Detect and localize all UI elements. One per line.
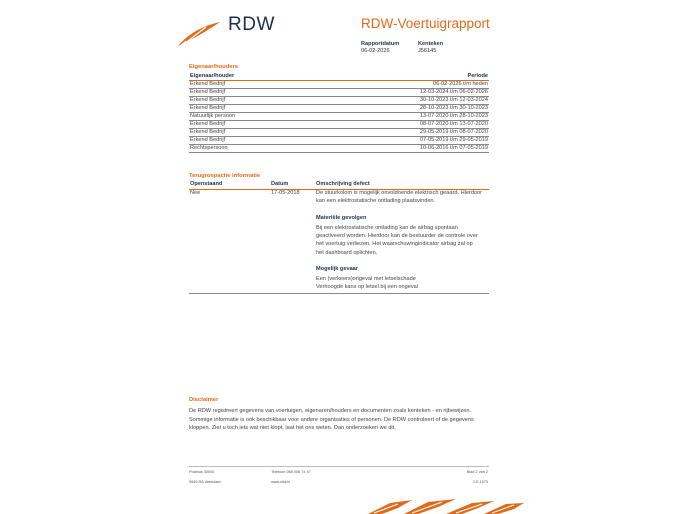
owner-type: Erkend Bedrijf bbox=[189, 121, 310, 129]
owner-period: 28-10-2023 t/m 30-10-2023 bbox=[310, 105, 489, 113]
owner-period: 10-06-2016 t/m 07-05-2019 bbox=[310, 145, 489, 153]
owners-col-period: Periode bbox=[310, 72, 489, 81]
footer-page-number: Blad 2 van 2 bbox=[466, 470, 488, 474]
owner-period: 13-07-2020 t/m 28-10-2023 bbox=[310, 113, 489, 121]
recall-desc-line: De stuurkolom is mogelijk onvoldoende elektrisch geaard. Hierdoor bbox=[316, 190, 483, 196]
danger-text bbox=[316, 275, 496, 291]
owner-type: Erkend Bedrijf bbox=[189, 97, 310, 105]
owners-table-row bbox=[189, 81, 489, 89]
rdw-logo-icon bbox=[176, 20, 222, 48]
owners-table-row bbox=[189, 129, 489, 137]
danger-line: Verhoogde kans op letsel bij een ongeval bbox=[316, 284, 419, 291]
recall-col-desc: Omschrijving defect bbox=[316, 181, 370, 187]
consequences-line: het voertuig verliezen. Het waarschuwingindicator airbag zal op bbox=[316, 241, 473, 248]
footer-code: 2.E.1979 bbox=[472, 480, 488, 484]
owners-table-row bbox=[189, 105, 489, 113]
owners-header-row bbox=[189, 72, 489, 81]
consequences-text bbox=[316, 224, 496, 257]
disclaimer-line: Sommige informatie is ook beschikbaar voor andere organisaties of personen. De RDW controleert of de gegevens bbox=[189, 416, 474, 423]
owners-table bbox=[189, 72, 489, 153]
document-title: RDW-Voertuigrapport bbox=[361, 16, 490, 31]
owner-period: 12-03-2024 t/m 06-02-2026 bbox=[310, 89, 489, 97]
danger-line: Een (verkeers)ongeval met letselschade bbox=[316, 276, 416, 282]
owner-period: 07-05-2019 t/m 29-05-2019 bbox=[310, 137, 489, 145]
owner-type: Natuurlijk persoon bbox=[189, 113, 310, 121]
disclaimer-line: De RDW registreert gegevens van voertuigen, eigenaren/houders en documenten zoals kenteken - en rijbewijzen. bbox=[189, 408, 472, 414]
owner-type: Rechtspersoon bbox=[189, 145, 310, 153]
owners-table-row bbox=[189, 137, 489, 145]
consequences-title: Materiële gevolgen bbox=[316, 215, 367, 221]
rdw-stripes-icon bbox=[368, 499, 524, 514]
owner-period: 30-10-2023 t/m 12-03-2024 bbox=[310, 97, 489, 105]
recall-desc-line: kan een elektrostatische ontlading plaatsvinden. bbox=[316, 198, 436, 205]
owners-section-title: Eigenaar/houders bbox=[189, 64, 238, 70]
danger-title: Mogelijk gevaar bbox=[316, 266, 358, 272]
owner-period: 29-05-2019 t/m 08-07-2020 bbox=[310, 129, 489, 137]
disclaimer-line: kloppen. Ziet u toch iets wat niet klopt, laat het ons weten. Dan onderzoeken we dit. bbox=[189, 425, 396, 432]
owner-period: 08-07-2020 t/m 13-07-2020 bbox=[310, 121, 489, 129]
owners-table-row bbox=[189, 145, 489, 153]
owner-type: Erkend Bedrijf bbox=[189, 105, 310, 113]
recall-open-value: Nee bbox=[190, 190, 201, 196]
plate-label: Kenteken bbox=[418, 41, 444, 47]
owners-col-owner: Eigenaar/houder bbox=[189, 72, 310, 81]
owner-type: Erkend Bedrijf bbox=[189, 129, 310, 137]
consequences-line: Bij een elektrostatische ontlading kan de airbag spontaan bbox=[316, 225, 458, 231]
plate-value: J56145 bbox=[418, 48, 437, 54]
recall-description bbox=[316, 189, 496, 205]
owners-table-row bbox=[189, 97, 489, 105]
report-date-value: 06-02-2026 bbox=[361, 48, 390, 54]
logo-text: RDW bbox=[228, 14, 275, 35]
owner-period: 06-02-2026 t/m heden bbox=[310, 81, 489, 89]
consequences-line: het dashboard oplichten. bbox=[316, 249, 378, 256]
report-date-label: Rapportdatum bbox=[361, 41, 400, 47]
recall-col-date: Datum bbox=[271, 181, 289, 187]
footer-address-line1: Postbus 30000 bbox=[189, 470, 215, 474]
footer-website[interactable]: www.rdw.nl bbox=[271, 480, 290, 484]
owner-type: Erkend Bedrijf bbox=[189, 81, 310, 89]
disclaimer-title: Disclaimer bbox=[189, 397, 219, 403]
owner-type: Erkend Bedrijf bbox=[189, 89, 310, 97]
owners-table-row bbox=[189, 113, 489, 121]
owners-table-row bbox=[189, 89, 489, 97]
footer-divider bbox=[189, 466, 489, 467]
footer-address-line2: 9640 RA Veendam bbox=[189, 480, 221, 484]
recall-section-title: Terugroepactie informatie bbox=[189, 173, 261, 179]
recall-col-open: Openstaand bbox=[190, 181, 223, 187]
recall-divider bbox=[189, 293, 489, 294]
disclaimer-text bbox=[189, 407, 509, 433]
consequences-line: geactiveerd worden. Hierdoor kan de bestuurder de controle over bbox=[316, 233, 478, 240]
footer-phone: Telefoon 088 008 74 47 bbox=[271, 470, 311, 474]
owner-type: Erkend Bedrijf bbox=[189, 137, 310, 145]
owners-table-row bbox=[189, 121, 489, 129]
recall-date-value: 17-05-2018 bbox=[271, 190, 300, 196]
